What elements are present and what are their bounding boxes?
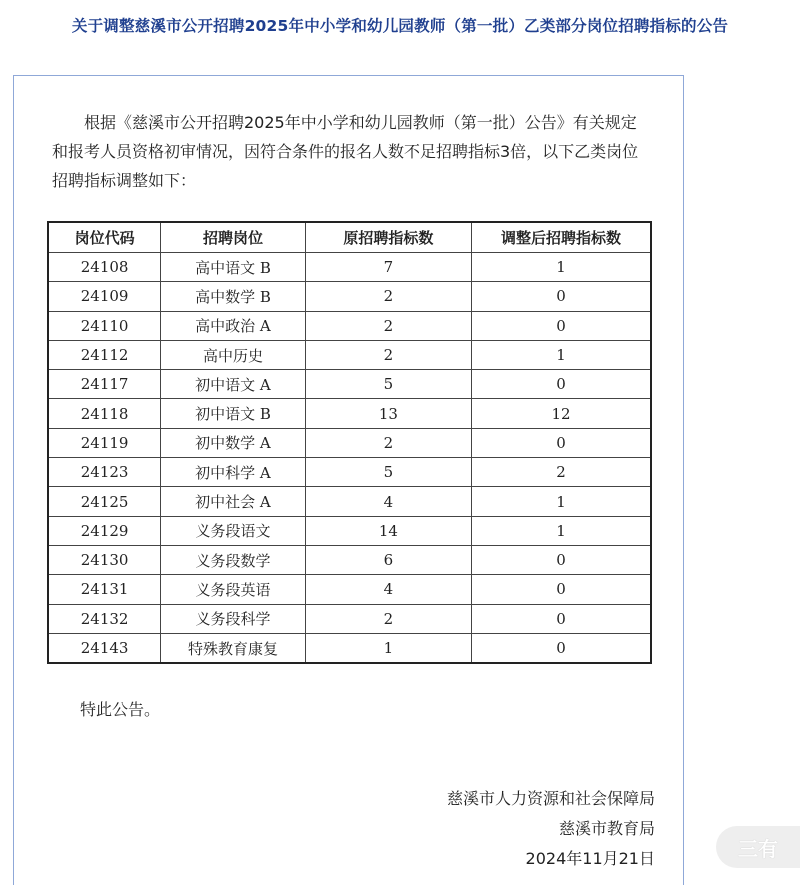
intro-text: 根据《慈溪市公开招聘2025年中小学和幼儿园教师（第一批）公告》有关规定和报考人员资格初审情况，因符合条件的报名人数不足招聘指标3倍，以下乙类岗位招聘指标调整如下： [52,113,639,190]
table-row [48,575,651,604]
table-header-row [48,222,651,253]
cell-post-name: 初中语文 A [161,370,305,399]
cell-post-name: 高中数学 B [161,282,305,311]
table-row [48,399,651,428]
cell-post-name: 初中数学 A [161,428,305,457]
cell-post-name: 义务段英语 [161,575,305,604]
cell-post-code: 24123 [48,458,161,487]
cell-adjusted-quota: 0 [472,370,651,399]
cell-original-quota: 14 [305,516,471,545]
cell-post-name: 高中政治 A [161,311,305,340]
cell-adjusted-quota: 0 [472,282,651,311]
cell-post-code: 24129 [48,516,161,545]
table-row [48,370,651,399]
table-row [48,487,651,516]
table-row [48,282,651,311]
cell-post-name: 高中历史 [161,340,305,369]
cell-post-code: 24125 [48,487,161,516]
cell-post-code: 24110 [48,311,161,340]
cell-post-name: 初中社会 A [161,487,305,516]
table-row [48,428,651,457]
cell-post-name: 高中语文 B [161,253,305,282]
cell-post-code: 24117 [48,370,161,399]
signature-org-hrss: 慈溪市人力资源和社会保障局 [446,789,655,808]
cell-original-quota: 13 [305,399,471,428]
cell-post-code: 24119 [48,428,161,457]
cell-post-code: 24143 [48,633,161,663]
cell-adjusted-quota: 0 [472,633,651,663]
table-row [48,516,651,545]
table-row [48,633,651,663]
cell-original-quota: 7 [305,253,471,282]
cell-adjusted-quota: 0 [472,545,651,574]
header-adjusted-quota: 调整后招聘指标数 [472,222,651,253]
cell-post-name: 义务段数学 [161,545,305,574]
cell-post-code: 24112 [48,340,161,369]
table-row [48,545,651,574]
cell-post-name: 义务段科学 [161,604,305,633]
table-row [48,311,651,340]
page-title: 关于调整慈溪市公开招聘2025年中小学和幼儿园教师（第一批）乙类部分岗位招聘指标的公告 [71,17,729,35]
table-row [48,458,651,487]
cell-post-code: 24130 [48,545,161,574]
table-row [48,340,651,369]
signature-date: 2024年11月21日 [525,849,655,868]
cell-adjusted-quota: 12 [472,399,651,428]
cell-original-quota: 2 [305,428,471,457]
cell-adjusted-quota: 1 [472,253,651,282]
intro-paragraph [52,108,652,195]
cell-post-name: 特殊教育康复 [161,633,305,663]
cell-post-code: 24109 [48,282,161,311]
cell-original-quota: 2 [305,282,471,311]
header-post-code: 岗位代码 [48,222,161,253]
cell-original-quota: 5 [305,370,471,399]
cell-adjusted-quota: 1 [472,516,651,545]
cell-adjusted-quota: 1 [472,340,651,369]
cell-adjusted-quota: 0 [472,428,651,457]
cell-original-quota: 2 [305,604,471,633]
cell-original-quota: 4 [305,575,471,604]
cell-adjusted-quota: 1 [472,487,651,516]
table-row [48,253,651,282]
cell-post-code: 24118 [48,399,161,428]
header-original-quota: 原招聘指标数 [305,222,471,253]
cell-original-quota: 5 [305,458,471,487]
floating-menu-button[interactable] [716,826,800,868]
cell-original-quota: 1 [305,633,471,663]
cell-original-quota: 2 [305,340,471,369]
header-post-name: 招聘岗位 [161,222,305,253]
closing-text: 特此公告。 [80,700,161,719]
cell-original-quota: 4 [305,487,471,516]
cell-post-name: 初中科学 A [161,458,305,487]
cell-adjusted-quota: 2 [472,458,651,487]
signature-org-education: 慈溪市教育局 [558,819,655,838]
cell-adjusted-quota: 0 [472,311,651,340]
cell-post-code: 24108 [48,253,161,282]
cell-adjusted-quota: 0 [472,575,651,604]
table-row [48,604,651,633]
cell-post-name: 初中语文 B [161,399,305,428]
cell-original-quota: 6 [305,545,471,574]
cell-original-quota: 2 [305,311,471,340]
cell-adjusted-quota: 0 [472,604,651,633]
cell-post-code: 24131 [48,575,161,604]
cell-post-code: 24132 [48,604,161,633]
hamburger-menu-icon: 三有 [738,836,778,861]
adjustment-table [47,221,652,664]
cell-post-name: 义务段语文 [161,516,305,545]
